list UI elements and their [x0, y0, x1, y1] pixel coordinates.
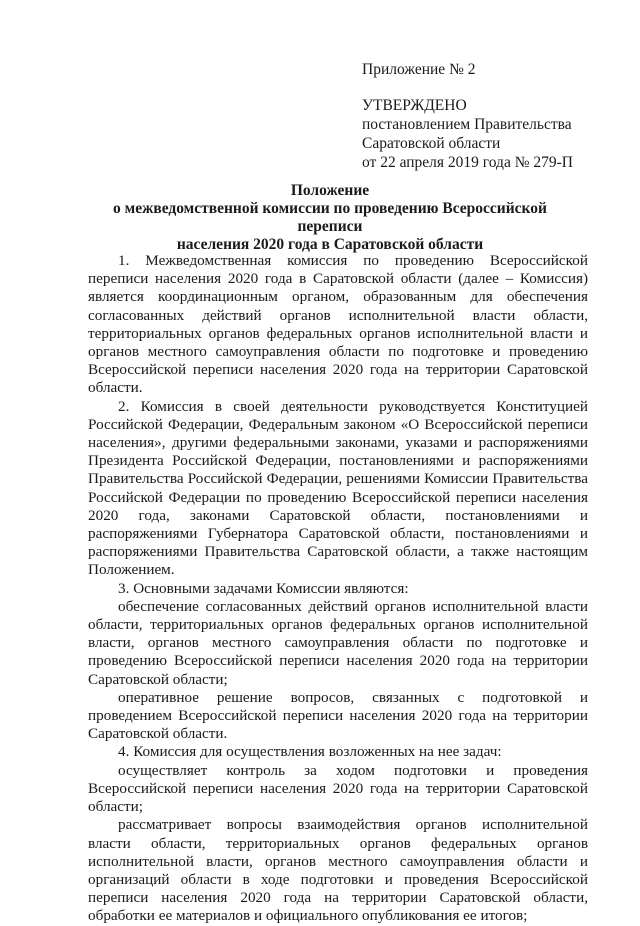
document-body	[88, 252, 588, 926]
paragraph: 2. Комиссия в своей деятельности руководствуется Конституцией Российской Федерации, Федеральным законом «О Всероссийской переписи населения», другими федеральными законами, указами и распоряжениями Президента Российской Федерации, постановлениями и распоряжениями Правительства Российской Федерации, решениями Комиссии Правительства Российской Федерации по проведению Всероссийской переписи населения 2020 года, законами Саратовской области, постановлениями и распоряжениями Губернатора Саратовской области, постановлениями и распоряжениями Правительства Саратовской области, а также настоящим Положением.	[88, 397, 588, 579]
approval-line: УТВЕРЖДЕНО	[362, 97, 467, 114]
paragraph: оперативное решение вопросов, связанных с подготовкой и проведением Всероссийской переписи населения 2020 года на территории Саратовской области.	[88, 688, 588, 743]
approval-line: Саратовской области	[362, 135, 501, 152]
paragraph: обеспечение согласованных действий органов исполнительной власти области, территориальных органов федеральных органов исполнительной власти, органов местного самоуправления области по подготовке и проведению Всероссийской переписи населения 2020 года на территории Саратовской области;	[88, 597, 588, 688]
title-line: о межведомственной комиссии по проведению Всероссийской переписи	[113, 200, 547, 235]
paragraph: 4. Комиссия для осуществления возложенных на нее задач:	[118, 743, 502, 761]
document-title	[80, 182, 580, 254]
title-line: Положение	[290, 182, 370, 199]
approval-line: от 22 апреля 2019 года № 279-П	[362, 154, 573, 171]
paragraph: 1. Межведомственная комиссия по проведению Всероссийской переписи населения 2020 года в Саратовской области (далее – Комиссия) является координационным органом, образованным для обеспечения согласованных действий органов исполнительной власти области, территориальных органов федеральных органов исполнительной власти и органов местного самоуправления области по подготовке и проведению Всероссийской переписи населения 2020 года на территории Саратовской области.	[88, 252, 588, 397]
title-line: населения 2020 года в Саратовской области	[176, 236, 484, 253]
paragraph: осуществляет контроль за ходом подготовки и проведения Всероссийской переписи населения 2020 года на территории Саратовской области;	[88, 761, 588, 816]
paragraph: 3. Основными задачами Комиссии являются:	[118, 579, 409, 597]
approval-line: постановлением Правительства	[362, 116, 572, 133]
approval-stamp	[362, 96, 573, 172]
appendix-label: Приложение № 2	[362, 61, 476, 78]
paragraph: рассматривает вопросы взаимодействия органов исполнительной власти области, территориальных органов федеральных органов исполнительной власти, органов местного самоуправления области и организаций области в ходе подготовки и проведения Всероссийской переписи населения 2020 года на территории Саратовской области, обработки ее материалов и официального опубликования ее итогов;	[88, 816, 588, 925]
